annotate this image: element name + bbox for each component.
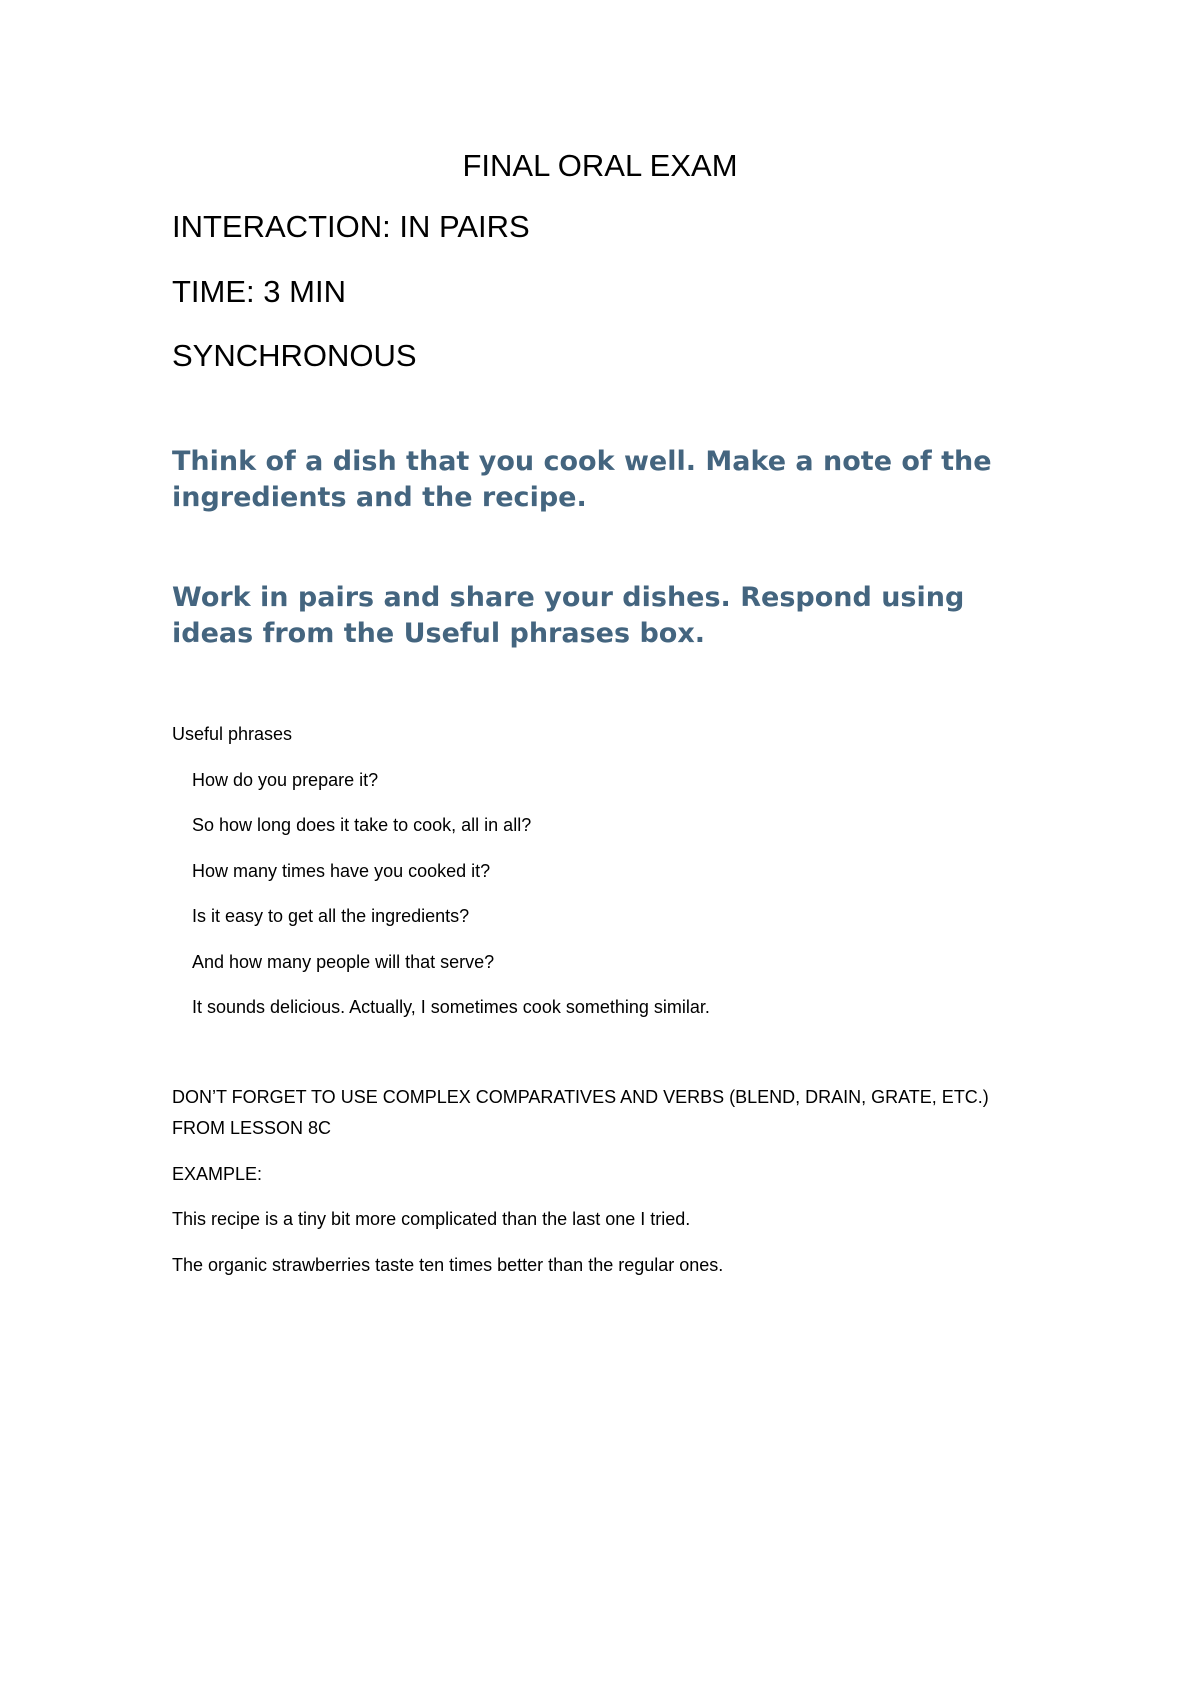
phrase-item: Is it easy to get all the ingredients? <box>192 906 470 926</box>
phrase-item: How many times have you cooked it? <box>192 861 491 881</box>
phrase-item: And how many people will that serve? <box>192 952 495 972</box>
phrase-item: How do you prepare it? <box>192 770 379 790</box>
reminder-note: DON’T FORGET TO USE COMPLEX COMPARATIVES AND VERBS (BLEND, DRAIN, GRATE, ETC.) FROM LESSON 8C <box>172 1087 989 1138</box>
document-title: FINAL ORAL EXAM <box>462 148 738 183</box>
phrase-item: It sounds delicious. Actually, I sometimes cook something similar. <box>192 997 710 1017</box>
phrase-item: So how long does it take to cook, all in all? <box>192 815 532 835</box>
mode-line: SYNCHRONOUS <box>172 338 417 373</box>
interaction-line: INTERACTION: IN PAIRS <box>172 209 530 244</box>
instruction-2: Work in pairs and share your dishes. Respond using ideas from the Useful phrases box. <box>172 582 965 649</box>
example-label: EXAMPLE: <box>172 1164 263 1184</box>
example-sentence-1: This recipe is a tiny bit more complicated than the last one I tried. <box>172 1209 691 1229</box>
example-sentence-2: The organic strawberries taste ten times better than the regular ones. <box>172 1255 724 1275</box>
instruction-1: Think of a dish that you cook well. Make a note of the ingredients and the recipe. <box>172 446 992 513</box>
useful-phrases-heading: Useful phrases <box>172 724 293 744</box>
time-line: TIME: 3 MIN <box>172 274 346 309</box>
